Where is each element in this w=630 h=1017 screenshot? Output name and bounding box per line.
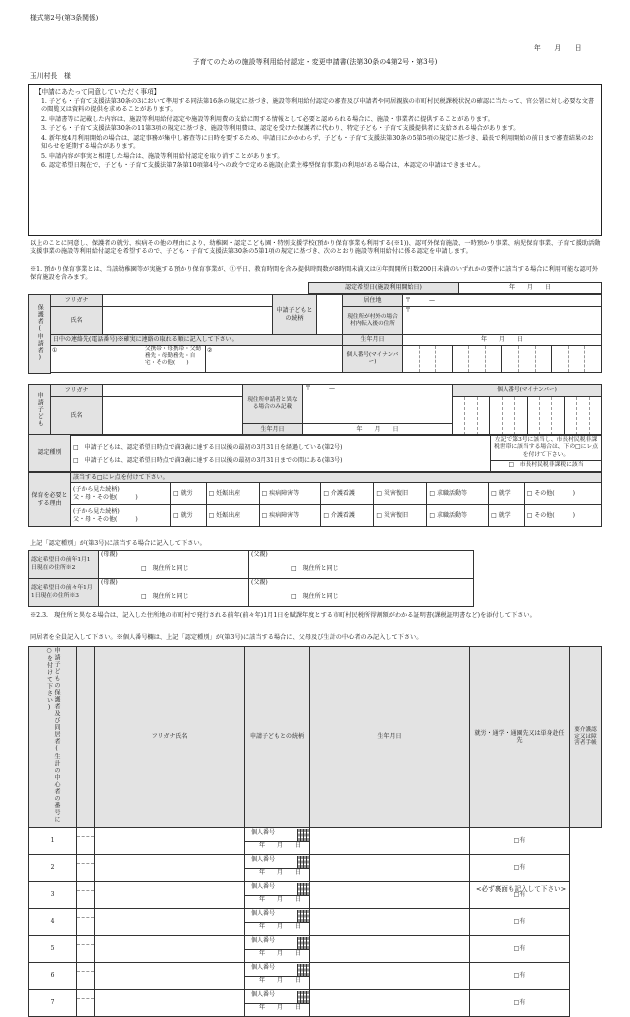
consent-item: 2. 申請書等に記載した内容は、施設等利用給付認定や施設等利用費の支給に関する情報として必要と認められる場合に、施設・事業者に提供することがあります。 [41,115,494,123]
household-work-header: 就労・通学・通園先又は単身赴任先 [470,647,570,828]
third-category-table [28,550,474,607]
third-row2-father-label: (父親) [251,579,268,586]
third-row1-mother-same[interactable]: □ 現住所と同じ [141,564,189,572]
note-2-3: ※2.3. 現住所と異なる場合は、記入した住所地の市町村で発行される前年(前々年)1月1日を賦課年度とする市町村民税所得割額がわかる証明書(課税証明書など)を添付して下さい。 [30,612,536,619]
guardian-furigana-label: フリガナ [51,295,103,307]
guardian-mynumber-label: 個人番号(マイナンバー) [343,346,403,373]
household-row-number[interactable]: 7 [29,990,77,1017]
household-furigana-field[interactable] [77,909,94,918]
household-mynumber-field[interactable] [297,910,309,922]
consent-item: 3. 子ども・子育て支援法第30条の11第3項の規定に基づき、施設等利用費は、認定を受けた保護者に代わり、特定子ども・子育て支援提供者に支給される場合があります。 [41,125,520,133]
household-furigana-field[interactable] [77,882,94,891]
household-name-field[interactable] [77,864,94,881]
reason-pregnancy-checkbox[interactable]: □ 妊娠出産 [206,483,259,505]
household-row [29,909,602,936]
household-row-number[interactable]: 4 [29,909,77,936]
household-work-field[interactable] [310,828,470,855]
form-title: 子育てのための施設等利用給付認定・変更申請書(法第30条の4第2号・第3号) [192,58,438,66]
third-row2-mother-same[interactable]: □ 現住所と同じ [141,592,189,600]
contact-1-field[interactable] [65,346,145,372]
reason-illness-checkbox[interactable]: □ 疾病障害等 [259,505,321,527]
household-furigana-field[interactable] [77,855,94,864]
consent-box [28,84,602,236]
household-row [29,963,602,990]
household-furigana-field[interactable] [77,990,94,999]
category-label: 認定種別 [29,435,71,472]
footer-note: <必ず裏面も記入して下さい> [476,885,567,893]
household-row-number[interactable]: 2 [29,855,77,882]
child-address-field[interactable]: 〒 — [303,385,453,424]
desired-date-value[interactable]: 年 月 日 [459,283,602,294]
household-intro: 同居者を全員記入して下さい。※個人番号欄は、上記「認定種別」が(第3号)に該当する場合に、父母及び生計の中心者のみ記入して下さい。 [30,634,423,641]
consent-item: 1. 子ども・子育て支援法第30条の3において準用する同法第16条の規定に基づき、施設等利用給付認定の審査及び申請者や同居親族の市町村民税課税状況の確認に当たって、官公署に対し必要な文書の閲覧又は資料の提供を求めることがあります。 [41,98,595,113]
child-furigana-label: フリガナ [51,385,103,397]
household-relation-header: 申請子どもとの続柄 [245,647,310,828]
guardian-furigana-field[interactable] [103,295,273,307]
child-mynumber-field[interactable] [453,397,601,435]
reason-work-checkbox[interactable]: □ 就労 [171,483,207,505]
reason-care-checkbox[interactable]: □ 介護看護 [321,483,374,505]
household-birth-field[interactable]: 年 月 日 [258,949,301,957]
consent-heading: 【申請にあたって同意していただく事項】 [35,88,161,96]
third-row1-father-label: (父親) [251,551,268,558]
household-birth-field[interactable]: 年 月 日 [258,895,301,903]
household-birth-header: 生年月日 [310,647,470,828]
household-work-field[interactable] [310,909,470,936]
household-mynumber-field[interactable] [297,883,309,895]
reason-other-checkbox[interactable]: □ その他( ) [524,505,601,527]
category-option-2[interactable]: □ 申請子どもは、認定希望日時点で満3歳に達する日以後の最初の3月31日を経過している(第2号) [73,443,343,451]
consent-item: 6. 認定希望日現在で、子ども・子育て支援法第7条第10項第4号への政令で定める施設(企業主導型保育事業)の利用がある場合は、本認定の申請はできません。 [41,162,485,170]
desired-date-table [308,282,602,294]
child-address-label: 現住所申請者と異なる場合のみ記載 [243,385,303,424]
household-birth-field[interactable]: 年 月 日 [258,868,301,876]
child-birth-field[interactable]: 年 月 日 [303,423,453,435]
category-table [28,434,602,472]
contact-1-options[interactable]: 父携帯・母携帯・父勤務先・母勤務先・自宅・その他( ) [145,346,201,366]
household-work-field[interactable] [310,963,470,990]
household-relation-field[interactable] [95,990,245,1017]
intro-paragraph: 以上のことに同意し、保護者の就労、疾病その他の理由により、幼稚園・認定こども園・特別支援学校(預かり保育事業も利用する(※1))、認可外保育施設、一時預かり事業、病児保育事業、子育て援助活動支援事業の施設等利用給付認定を希望するので、子ども・子育て支援法第30条の5第1項の規定に基づき、次のとおり施設等利用給付に係る認定を申請します。 [30,240,601,255]
consent-item: 5. 申請内容が事実と相違した場合は、施設等利用給付認定を取り消すことがあります。 [41,152,284,160]
household-care-checkbox[interactable]: □有 [470,828,570,855]
household-name-header: フリガナ氏名 [95,647,245,828]
household-mynumber-field[interactable] [297,856,309,868]
reason-row-2 [29,505,602,527]
household-row [29,936,602,963]
contact-2-field[interactable] [220,346,342,372]
household-care-header: 要介護認定又は障害者手帳 [570,647,602,828]
form-number: 様式第2号(第3条関係) [30,14,99,22]
household-furigana-field[interactable] [77,936,94,945]
category-exempt-note: 左記で第3号に該当し、市長村民税非課税世帯に該当する場合は、下の□にレ点を付けて下さい。 [493,437,599,458]
reason-study-checkbox[interactable]: □ 就学 [489,483,525,505]
household-row-number[interactable]: 1 [29,828,77,855]
contact-2-number: ② [205,346,220,372]
reason-label: 保育を必要とする理由 [29,473,71,527]
household-work-field[interactable] [310,855,470,882]
household-mynumber-label: 個人番号 [251,963,276,971]
household-name-field[interactable] [77,918,94,935]
household-care-checkbox[interactable]: □有 [470,990,570,1017]
household-care-checkbox[interactable]: □有 [470,882,570,909]
category-exempt-checkbox[interactable]: □ 市長村民税非課税に該当 [491,460,601,470]
household-name-field[interactable] [77,891,94,908]
household-mynumber-label: 個人番号 [251,990,276,998]
reason-jobseek-checkbox[interactable]: □ 求職活動等 [427,483,489,505]
guardian-address-label: 居住地 [343,295,403,307]
reason-jobseek-checkbox[interactable]: □ 求職活動等 [427,505,489,527]
household-row-number[interactable]: 5 [29,936,77,963]
household-mynumber-label: 個人番号 [251,882,276,890]
guardian-relation-label: 申請子どもとの続柄 [273,295,317,335]
child-furigana-field[interactable] [103,385,243,397]
third-row2-father-same[interactable]: □ 現住所と同じ [291,592,339,600]
third-row1-mother-label: (母親) [101,551,118,558]
household-mynumber-label: 個人番号 [251,855,276,863]
household-table [28,646,602,1017]
third-row2-label: 認定希望日の前々年1月1日現在の住所※3 [29,579,99,607]
reason-disaster-checkbox[interactable]: □ 災害復旧 [374,483,427,505]
household-mynumber-label: 個人番号 [251,936,276,944]
household-name-field[interactable] [77,837,94,854]
guardian-mynumber-field[interactable] [403,346,601,372]
household-name-field[interactable] [77,999,94,1016]
reason-disaster-checkbox[interactable]: □ 災害復旧 [374,505,427,527]
reason-study-checkbox[interactable]: □ 就学 [489,505,525,527]
household-relation-field[interactable] [95,882,245,909]
child-table [28,384,602,436]
household-work-field[interactable] [310,882,470,909]
reason-head: 該当する□にレ点を付けて下さい。 [71,473,602,483]
household-work-field[interactable] [310,936,470,963]
household-furigana-field[interactable] [77,963,94,972]
child-mynumber-label: 個人番号(マイナンバー) [453,385,602,397]
third-category-title: 上記「認定種別」が(第3号)に該当する場合に記入して下さい。 [30,540,206,547]
desired-date-label: 認定希望日(施設利用開始日) [309,283,459,294]
household-mynumber-field[interactable] [297,964,309,976]
submission-date[interactable]: 年 月 日 [534,44,582,52]
guardian-address-field[interactable]: 〒 — [403,295,602,307]
reason-relation-label: (子から見た続柄) [73,486,120,493]
guardian-section-label: 保護者(申請者) [36,304,44,362]
household-birth-field[interactable]: 年 月 日 [258,841,301,849]
household-row [29,990,602,1017]
guardian-out-address-label: 現住所が村外の場合村内転入後の住所 [343,307,403,335]
reason-relation-label: (子から見た続柄) [73,508,120,515]
reason-relation-options[interactable]: 父・母・その他( ) [73,515,138,523]
third-row1-father-same[interactable]: □ 現住所と同じ [291,564,339,572]
household-mynumber-field[interactable] [297,991,309,1003]
household-mynumber-field[interactable] [297,937,309,949]
guardian-contact-note: 日中の連絡先(電話番号)※確実に連絡の取れる順に記入して下さい。 [51,335,343,346]
household-row-number[interactable]: 6 [29,963,77,990]
household-care-checkbox[interactable]: □有 [470,855,570,882]
category-option-3[interactable]: □ 申請子どもは、認定希望日時点で満3歳に達する日以後の最初の3月31日までの間にある(第3号) [73,457,343,464]
child-section-label: 申請子ども [36,392,44,427]
household-birth-field[interactable]: 年 月 日 [258,1003,301,1011]
contact-1-number: ① [52,347,58,354]
reason-table [28,472,602,527]
guardian-name-field[interactable] [103,307,273,335]
household-relation-field[interactable] [95,855,245,882]
reason-illness-checkbox[interactable]: □ 疾病障害等 [259,483,321,505]
consent-item: 4. 新年度4月利用開始の場合は、認定事務が集中し審査等に日時を要するため、申請日にかかわらず、子ども・子育て支援法第30条の5第5項の規定に基づき、最長で利用開始の前日まで審査結果のお知らせを延期する場合があります。 [41,135,594,150]
household-care-checkbox[interactable]: □有 [470,909,570,936]
household-work-field[interactable] [310,990,470,1017]
household-birth-field[interactable]: 年 月 日 [258,976,301,984]
guardian-birth-label: 生年月日 [343,335,403,346]
third-row2-mother-label: (母親) [101,579,118,586]
reason-work-checkbox[interactable]: □ 就労 [171,505,207,527]
household-mynumber-label: 個人番号 [251,828,276,836]
reason-relation-options[interactable]: 父・母・その他( ) [73,493,138,501]
household-name-field[interactable] [77,972,94,989]
reason-row-1 [29,483,602,505]
household-row [29,828,602,855]
household-row-number[interactable]: 3 [29,882,77,909]
household-relation-field[interactable] [95,963,245,990]
guardian-birth-field[interactable]: 年 月 日 [403,335,602,346]
household-relation-field[interactable] [95,909,245,936]
reason-pregnancy-checkbox[interactable]: □ 妊娠出産 [206,505,259,527]
household-mynumber-label: 個人番号 [251,909,276,917]
household-care-checkbox[interactable]: □有 [470,936,570,963]
household-birth-field[interactable]: 年 月 日 [258,922,301,930]
household-care-checkbox[interactable]: □有 [470,963,570,990]
child-name-label: 氏名 [51,397,103,436]
household-row [29,855,602,882]
household-furigana-field[interactable] [77,828,94,837]
guardian-out-address-field[interactable]: 〒 [403,307,602,335]
guardian-name-label: 氏名 [51,307,103,335]
third-row1-label: 認定希望日の前年1月1日現在の住所※2 [29,551,99,579]
reason-care-checkbox[interactable]: □ 介護看護 [321,505,374,527]
household-side-label: 申請子どもの保護者及び同居者(生計の中心者の番号に○を付けて下さい) [45,647,60,823]
child-birth-label: 生年月日 [243,423,303,435]
household-mynumber-field[interactable] [297,829,309,841]
guardian-table [28,294,602,374]
guardian-relation-field[interactable] [317,295,343,335]
reason-other-checkbox[interactable]: □ その他( ) [524,483,601,505]
child-name-field[interactable] [103,397,243,436]
household-name-field[interactable] [77,945,94,962]
addressee: 玉川村長 様 [30,72,71,80]
note-1: ※1. 預かり保育事業とは、当該幼稚園等が実施する預かり保育事業が、①平日、教育時間を含み提供時間数が8時間未満又は②年間開所日数200日未満のいずれかの要件に該当する場合に利用可能な認可外保育施設を含みます。 [30,266,599,281]
household-relation-field[interactable] [95,936,245,963]
household-relation-field[interactable] [95,828,245,855]
